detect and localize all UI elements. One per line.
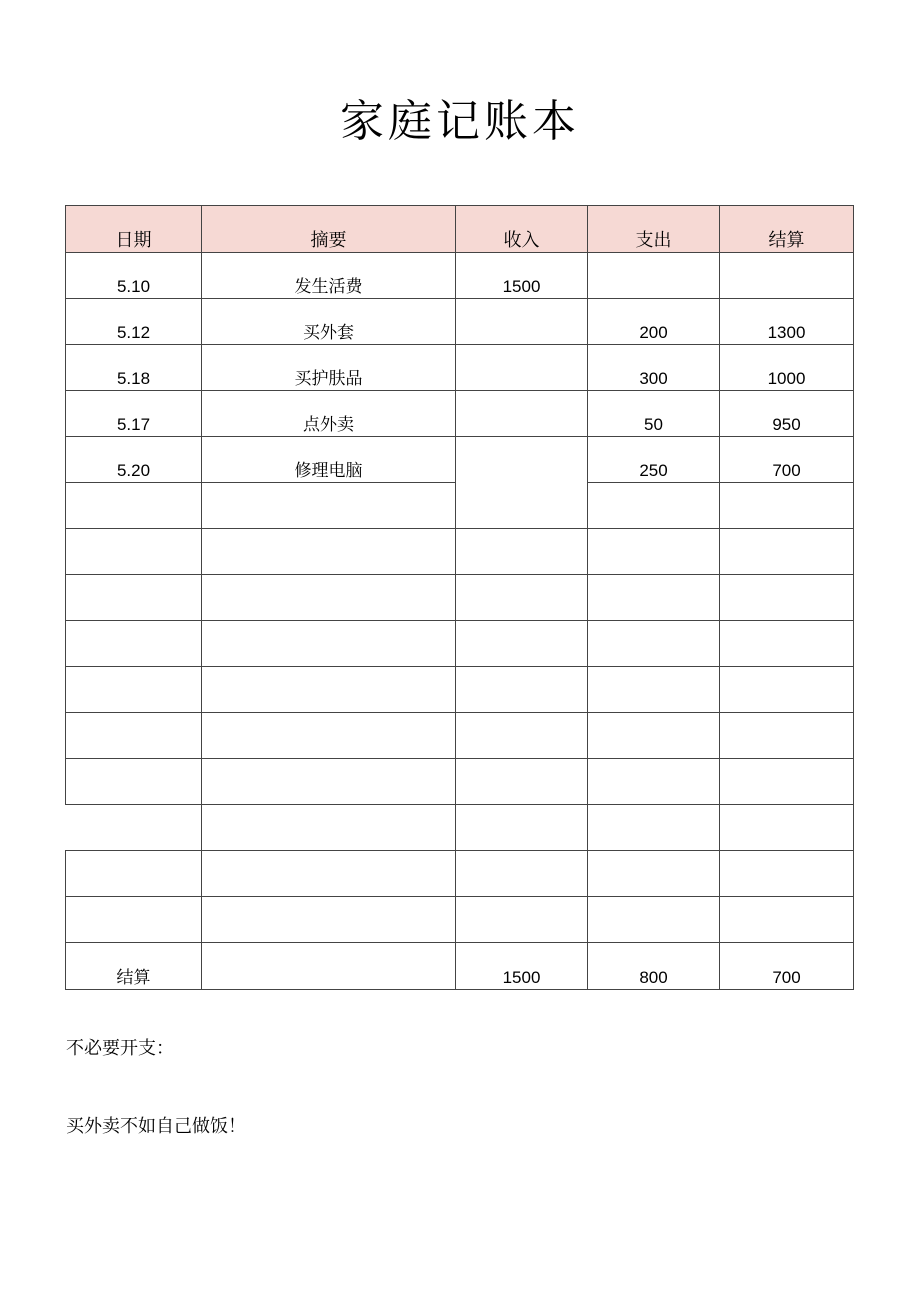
cell-expense[interactable]: 250 <box>588 437 720 483</box>
empty-cell[interactable] <box>720 897 854 943</box>
cell-income[interactable] <box>456 299 588 345</box>
empty-cell[interactable] <box>720 529 854 575</box>
cell-income[interactable]: 1500 <box>456 253 588 299</box>
table-row-empty <box>66 805 854 851</box>
cell-expense[interactable]: 200 <box>588 299 720 345</box>
totals-income[interactable]: 1500 <box>456 943 588 990</box>
cell-summary[interactable]: 发生活费 <box>202 253 456 299</box>
table-row <box>66 299 854 345</box>
empty-cell[interactable] <box>456 621 588 667</box>
empty-cell[interactable] <box>66 529 202 575</box>
table-header-row <box>66 206 854 253</box>
cell-income-merged[interactable] <box>456 437 588 529</box>
empty-cell[interactable] <box>202 713 456 759</box>
empty-cell[interactable] <box>588 529 720 575</box>
empty-cell[interactable] <box>456 897 588 943</box>
empty-cell[interactable] <box>66 759 202 805</box>
totals-summary[interactable] <box>202 943 456 990</box>
empty-cell[interactable] <box>202 805 456 851</box>
empty-cell[interactable] <box>66 851 202 897</box>
empty-cell[interactable] <box>456 759 588 805</box>
table-row-empty <box>66 897 854 943</box>
empty-cell[interactable] <box>456 529 588 575</box>
cell-balance[interactable]: 1300 <box>720 299 854 345</box>
cell-balance[interactable] <box>720 253 854 299</box>
cell-date[interactable]: 5.10 <box>66 253 202 299</box>
header-date: 日期 <box>66 206 202 253</box>
cell-summary[interactable]: 买外套 <box>202 299 456 345</box>
empty-cell[interactable] <box>588 575 720 621</box>
table-row <box>66 345 854 391</box>
empty-cell[interactable] <box>66 713 202 759</box>
table-row-empty <box>66 759 854 805</box>
cell-date[interactable]: 5.17 <box>66 391 202 437</box>
empty-cell[interactable] <box>588 621 720 667</box>
table-row-empty <box>66 851 854 897</box>
empty-cell[interactable] <box>456 713 588 759</box>
empty-cell[interactable] <box>720 713 854 759</box>
cell-balance[interactable]: 1000 <box>720 345 854 391</box>
header-expense: 支出 <box>588 206 720 253</box>
empty-cell[interactable] <box>202 621 456 667</box>
empty-cell[interactable] <box>66 621 202 667</box>
table-row <box>66 253 854 299</box>
page-title: 家庭记账本 <box>340 96 580 147</box>
empty-cell[interactable] <box>720 851 854 897</box>
cell-expense[interactable] <box>588 253 720 299</box>
empty-cell[interactable] <box>66 897 202 943</box>
empty-cell[interactable] <box>202 667 456 713</box>
header-income: 收入 <box>456 206 588 253</box>
empty-cell[interactable] <box>720 483 854 529</box>
header-balance: 结算 <box>720 206 854 253</box>
cell-balance[interactable]: 700 <box>720 437 854 483</box>
empty-cell[interactable] <box>720 759 854 805</box>
totals-label: 结算 <box>66 943 202 990</box>
empty-cell[interactable] <box>202 897 456 943</box>
empty-cell[interactable] <box>66 667 202 713</box>
empty-cell[interactable] <box>456 575 588 621</box>
table-row-empty <box>66 621 854 667</box>
totals-expense[interactable]: 800 <box>588 943 720 990</box>
header-summary: 摘要 <box>202 206 456 253</box>
cell-summary[interactable]: 修理电脑 <box>202 437 456 483</box>
empty-cell[interactable] <box>588 897 720 943</box>
table-row <box>66 437 854 483</box>
empty-cell[interactable] <box>720 667 854 713</box>
empty-cell[interactable] <box>202 483 456 529</box>
table-row <box>66 391 854 437</box>
empty-cell[interactable] <box>588 805 720 851</box>
cell-expense[interactable]: 50 <box>588 391 720 437</box>
empty-cell[interactable] <box>66 483 202 529</box>
unnecessary-expense-label: 不必要开支： <box>66 1038 174 1059</box>
table-row-empty <box>66 575 854 621</box>
cell-date[interactable]: 5.20 <box>66 437 202 483</box>
cell-income[interactable] <box>456 391 588 437</box>
cell-balance[interactable]: 950 <box>720 391 854 437</box>
totals-balance[interactable]: 700 <box>720 943 854 990</box>
empty-cell[interactable] <box>202 759 456 805</box>
cell-expense[interactable]: 300 <box>588 345 720 391</box>
empty-cell[interactable] <box>720 805 854 851</box>
remark-text: 买外卖不如自己做饭！ <box>66 1116 246 1137</box>
cell-date[interactable]: 5.18 <box>66 345 202 391</box>
empty-cell[interactable] <box>202 575 456 621</box>
empty-cell[interactable] <box>588 483 720 529</box>
empty-cell[interactable] <box>588 851 720 897</box>
cell-summary[interactable]: 点外卖 <box>202 391 456 437</box>
empty-cell[interactable] <box>456 805 588 851</box>
empty-cell[interactable] <box>588 667 720 713</box>
empty-cell[interactable] <box>588 759 720 805</box>
empty-cell[interactable] <box>588 713 720 759</box>
empty-cell[interactable] <box>202 851 456 897</box>
table-row-empty <box>66 529 854 575</box>
empty-cell[interactable] <box>456 667 588 713</box>
cell-summary[interactable]: 买护肤品 <box>202 345 456 391</box>
table-row-empty <box>66 667 854 713</box>
empty-cell[interactable] <box>720 575 854 621</box>
empty-cell[interactable] <box>66 805 202 851</box>
empty-cell[interactable] <box>202 529 456 575</box>
empty-cell[interactable] <box>720 621 854 667</box>
cell-income[interactable] <box>456 345 588 391</box>
totals-row <box>66 943 854 990</box>
table-row-empty <box>66 713 854 759</box>
empty-cell[interactable] <box>66 575 202 621</box>
empty-cell[interactable] <box>456 851 588 897</box>
cell-date[interactable]: 5.12 <box>66 299 202 345</box>
ledger-table <box>65 205 854 990</box>
